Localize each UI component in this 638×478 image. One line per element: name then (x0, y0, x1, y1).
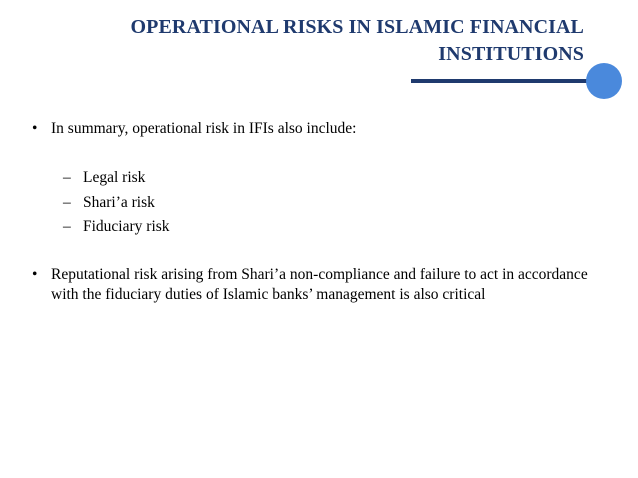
sub-bullet-list (32, 166, 602, 240)
spacer (32, 139, 602, 166)
sub-bullet-text: Fiduciary risk (83, 218, 170, 235)
title-accent-bar (411, 79, 597, 83)
title-accent-dot (586, 63, 622, 99)
dash-icon: – (63, 193, 71, 211)
sub-bullet-item (32, 215, 602, 240)
bullet-icon: • (32, 120, 38, 137)
dash-icon: – (63, 169, 71, 186)
bullet-item (32, 119, 602, 139)
dash-icon: – (63, 218, 71, 235)
bullet-text: In summary, operational risk in IFIs also include: (51, 120, 357, 137)
sub-bullet-item (32, 191, 602, 216)
spacer (32, 240, 602, 265)
sub-bullet-text: Shari’a risk (83, 193, 155, 211)
bullet-icon: • (32, 265, 38, 283)
slide-title-line-1: OPERATIONAL RISKS IN ISLAMIC FINANCIAL (130, 16, 584, 38)
slide-content (32, 119, 602, 305)
bullet-item (32, 265, 602, 305)
bullet-text: Reputational risk arising from Shari’a non-compliance and failure to act in accordance with the fiduciary duties of Islamic banks’ management is also critical (51, 265, 588, 303)
slide-title-line-2: INSTITUTIONS (438, 43, 584, 65)
sub-bullet-item (32, 166, 602, 191)
sub-bullet-text: Legal risk (83, 169, 146, 186)
slide-title (64, 14, 584, 68)
